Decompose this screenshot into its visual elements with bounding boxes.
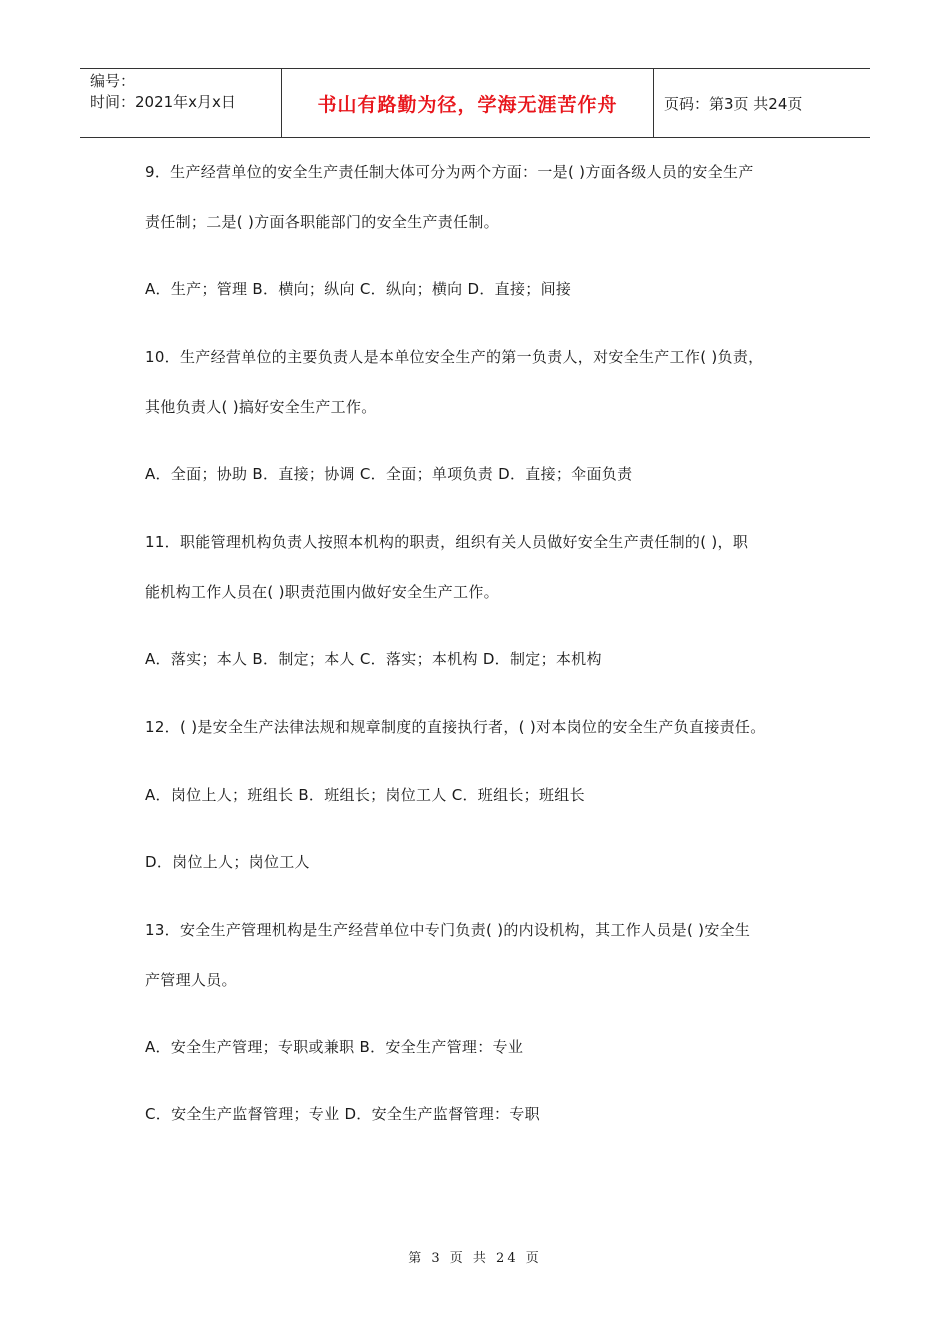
question-9-line-2: 责任制；二是( )方面各职能部门的安全生产责任制。 [145, 213, 499, 231]
question-10-options: A．全面；协助 B．直接；协调 C．全面；单项负责 D．直接；伞面负责 [145, 465, 633, 483]
question-13-options-1: A．安全生产管理；专职或兼职 B．安全生产管理：专业 [145, 1038, 524, 1056]
question-13-options-2: C．安全生产监督管理；专业 D．安全生产监督管理：专职 [145, 1105, 540, 1123]
date-label: 时间：2021年x月x日 [90, 93, 236, 111]
question-12-options-1: A．岗位上人；班组长 B．班组长；岗位工人 C．班组长；班组长 [145, 786, 585, 804]
header-meta [80, 69, 282, 137]
question-13-line-1: 13．安全生产管理机构是生产经营单位中专门负责( )的内设机构，其工作人员是( )安全生 [145, 921, 751, 939]
header-page-info: 页码：第3页 共24页 [664, 94, 803, 113]
question-13-line-2: 产管理人员。 [145, 971, 237, 989]
question-10-line-2: 其他负责人( )搞好安全生产工作。 [145, 398, 377, 416]
header-motto: 书山有路勤为径，学海无涯苦作舟 [282, 69, 654, 137]
question-11-line-1: 11．职能管理机构负责人按照本机构的职责，组织有关人员做好安全生产责任制的( )，职 [145, 533, 749, 551]
question-12-options-2: D．岗位上人；岗位工人 [145, 853, 310, 871]
page-header [80, 68, 870, 138]
question-12-line-1: 12．( )是安全生产法律法规和规章制度的直接执行者，( )对本岗位的安全生产负直接责任。 [145, 718, 766, 736]
question-9-line-1: 9．生产经营单位的安全生产责任制大体可分为两个方面：一是( )方面各级人员的安全生产 [145, 163, 754, 181]
page-footer: 第 3 页 共 24 页 [408, 1251, 542, 1266]
question-11-options: A．落实；本人 B．制定；本人 C．落实；本机构 D．制定；本机构 [145, 650, 602, 668]
question-11-line-2: 能机构工作人员在( )职责范围内做好安全生产工作。 [145, 583, 499, 601]
question-9-options: A．生产；管理 B．横向；纵向 C．纵向；横向 D．直接；间接 [145, 280, 572, 298]
serial-number-label: 编号： [90, 72, 136, 90]
question-10-line-1: 10．生产经营单位的主要负责人是本单位安全生产的第一负责人，对安全生产工作( )负责， [145, 348, 764, 366]
